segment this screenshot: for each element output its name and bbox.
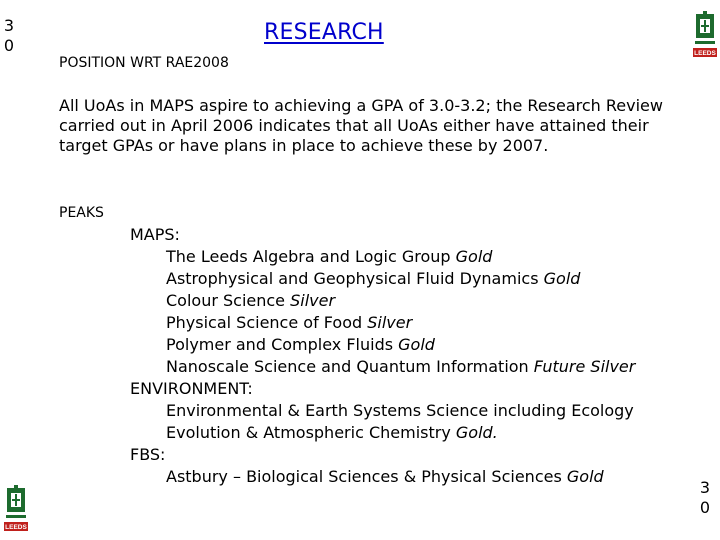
entry-grade: Silver: [290, 291, 336, 310]
entry-name: Polymer and Complex Fluids: [166, 335, 394, 354]
intro-paragraph: All UoAs in MAPS aspire to achieving a GPA of 3.0-3.2; the Research Review carried out in April 2006 indicates that all UoAs either have attained their target GPAs or have plans in place to achieve these by 2007.: [59, 96, 663, 155]
page-title: RESEARCH: [264, 20, 384, 45]
list-item: [130, 246, 635, 268]
svg-text:LEEDS: LEEDS: [694, 50, 716, 57]
entry-name: Physical Science of Food: [166, 313, 363, 332]
entry-name: Astrophysical and Geophysical Fluid Dynamics: [166, 269, 539, 288]
group-heading-environment: ENVIRONMENT:: [130, 379, 253, 398]
entry-grade: Gold: [566, 467, 604, 486]
svg-text:LEEDS: LEEDS: [5, 524, 27, 531]
section-subtitle: POSITION WRT RAE2008: [59, 55, 229, 71]
entry-grade: Gold: [398, 335, 435, 354]
list-item: [130, 268, 635, 290]
group-heading-maps: MAPS:: [130, 225, 180, 244]
list-item: [130, 290, 635, 312]
page-number-digit: 0: [3, 36, 15, 55]
page-number-digit: 3: [3, 16, 15, 35]
list-item: [130, 312, 635, 334]
list-item: [130, 356, 635, 378]
page-number-digit: 3: [699, 478, 711, 497]
list-item: [130, 422, 635, 444]
entry-name: Evolution & Atmospheric Chemistry: [166, 423, 451, 442]
entry-grade: Silver: [367, 313, 413, 332]
list-item: [130, 400, 635, 422]
page-number-top-left: [2, 16, 16, 56]
list-item: [130, 466, 635, 488]
entry-grade: Gold.: [455, 423, 498, 442]
peaks-list: [130, 224, 635, 488]
entry-name: Colour Science: [166, 291, 286, 310]
entry-grade: Future Silver: [533, 357, 636, 376]
entry-name: The Leeds Algebra and Logic Group: [166, 247, 451, 266]
entry-name: Environmental & Earth Systems Science including Ecology: [166, 401, 634, 420]
entry-grade: Gold: [455, 247, 493, 266]
entry-name: Astbury – Biological Sciences & Physical Sciences: [166, 467, 562, 486]
university-logo-icon: [691, 10, 719, 58]
group-heading-fbs: FBS:: [130, 445, 166, 464]
entry-name: Nanoscale Science and Quantum Information: [166, 357, 529, 376]
university-logo-icon: [2, 484, 30, 532]
list-item: [130, 334, 635, 356]
page-number-digit: 0: [699, 498, 711, 517]
peaks-label: PEAKS: [59, 205, 104, 221]
entry-grade: Gold: [543, 269, 581, 288]
page-number-bottom-right: [698, 478, 712, 518]
